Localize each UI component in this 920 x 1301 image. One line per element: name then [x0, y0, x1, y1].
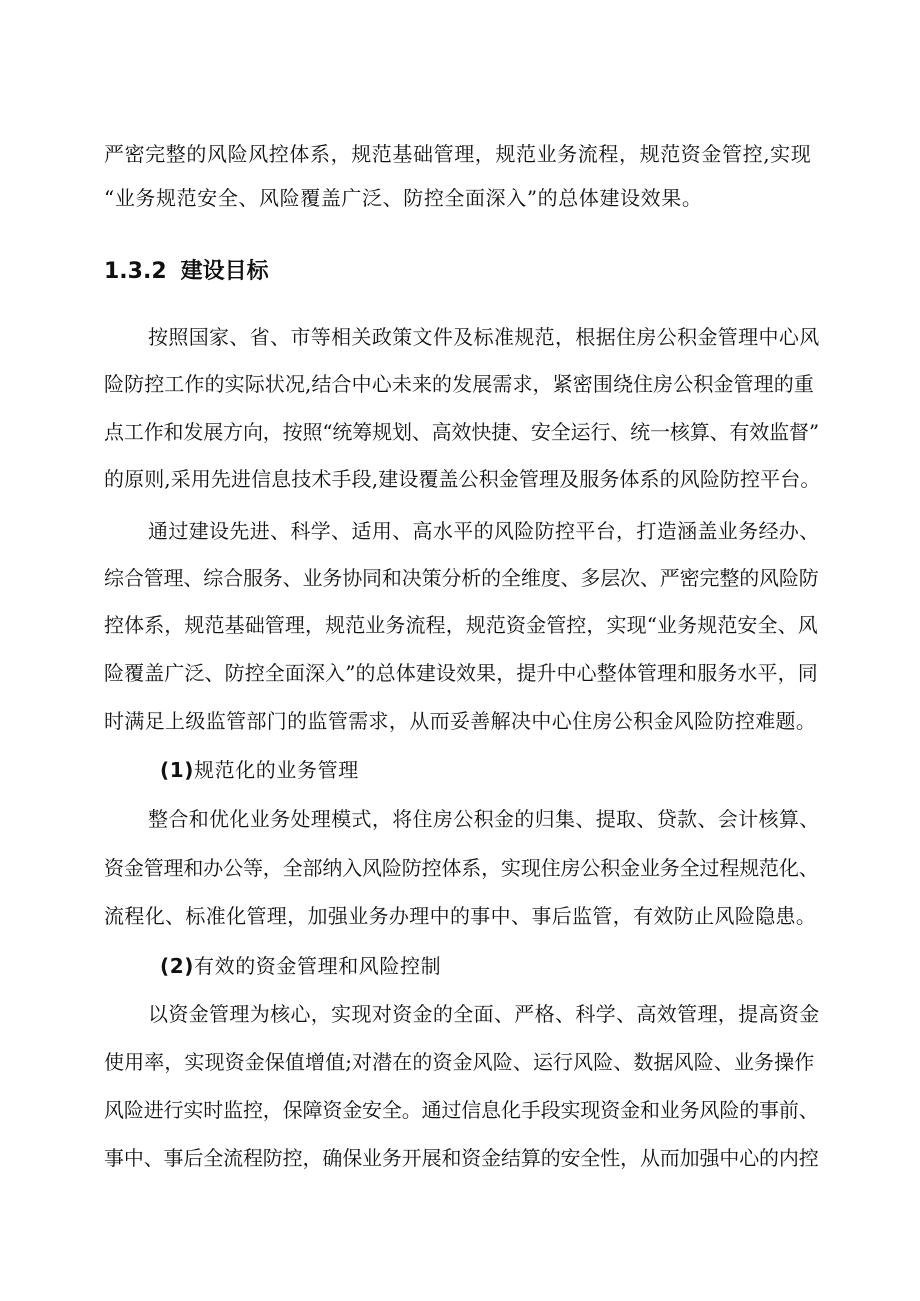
sub2-marker: (2)	[160, 954, 194, 978]
para2-line-5: 时满足上级监管部门的监管需求，从而妥善解决中心住房公积金风险防控难题。	[104, 709, 817, 733]
sub1-marker: (1)	[160, 758, 194, 782]
para2-line-2: 综合管理、综合服务、业务协同和决策分析的全维度、多层次、严密完整的风险防	[104, 566, 819, 590]
sub1-line-3: 流程化、标准化管理，加强业务办理中的事中、事后监管，有效防止风险隐患。	[104, 904, 817, 928]
sub2-line-4: 事中、事后全流程防控，确保业务开展和资金结算的安全性，从而加强中心的内控	[104, 1146, 819, 1170]
section-number: 1.3.2	[104, 259, 167, 284]
section-title: 建设目标	[180, 259, 269, 284]
section-heading	[104, 258, 269, 286]
sub2-line-1: 以资金管理为核心，实现对资金的全面、严格、科学、高效管理，提高资金	[148, 1002, 820, 1026]
sub1-line-1: 整合和优化业务处理模式，将住房公积金的归集、提取、贷款、会计核算、	[148, 807, 820, 831]
sub2-line-2: 使用率，实现资金保值增值;对潜在的资金风险、运行风险、数据风险、业务操作	[104, 1050, 815, 1074]
para1-line-2: 险防控工作的实际状况,结合中心未来的发展需求，紧密围绕住房公积金管理的重	[104, 372, 814, 396]
para2-line-4: 险覆盖广泛、防控全面深入”的总体建设效果，提升中心整体管理和服务水平，同	[104, 661, 818, 685]
sub2-line-3: 风险进行实时监控，保障资金安全。通过信息化手段实现资金和业务风险的事前、	[104, 1098, 819, 1122]
para1-line-3: 点工作和发展方向，按照“统筹规划、高效快捷、安全运行、统一核算、有效监督”	[104, 420, 819, 444]
para2-line-3: 控体系，规范基础管理，规范业务流程，规范资金管控，实现“业务规范安全、风	[104, 613, 818, 637]
para1-line-1: 按照国家、省、市等相关政策文件及标准规范，根据住房公积金管理中心风	[148, 325, 820, 349]
sub1-heading	[160, 757, 359, 783]
sub1-line-2: 资金管理和办公等，全部纳入风险防控体系，实现住房公积金业务全过程规范化、	[104, 856, 819, 880]
intro-line-1: 严密完整的风险风控体系，规范基础管理，规范业务流程，规范资金管控,实现	[104, 142, 812, 166]
para2-line-1: 通过建设先进、科学、适用、高水平的风险防控平台，打造涵盖业务经办、	[148, 519, 820, 543]
sub2-heading	[160, 953, 441, 979]
para1-line-4: 的原则,采用先进信息技术手段,建设覆盖公积金管理及服务体系的风险防控平台。	[104, 467, 821, 491]
intro-line-2: “业务规范安全、风险覆盖广泛、防控全面深入”的总体建设效果。	[104, 186, 703, 210]
sub2-title: 有效的资金管理和风险控制	[194, 954, 442, 978]
sub1-title: 规范化的业务管理	[194, 758, 359, 782]
